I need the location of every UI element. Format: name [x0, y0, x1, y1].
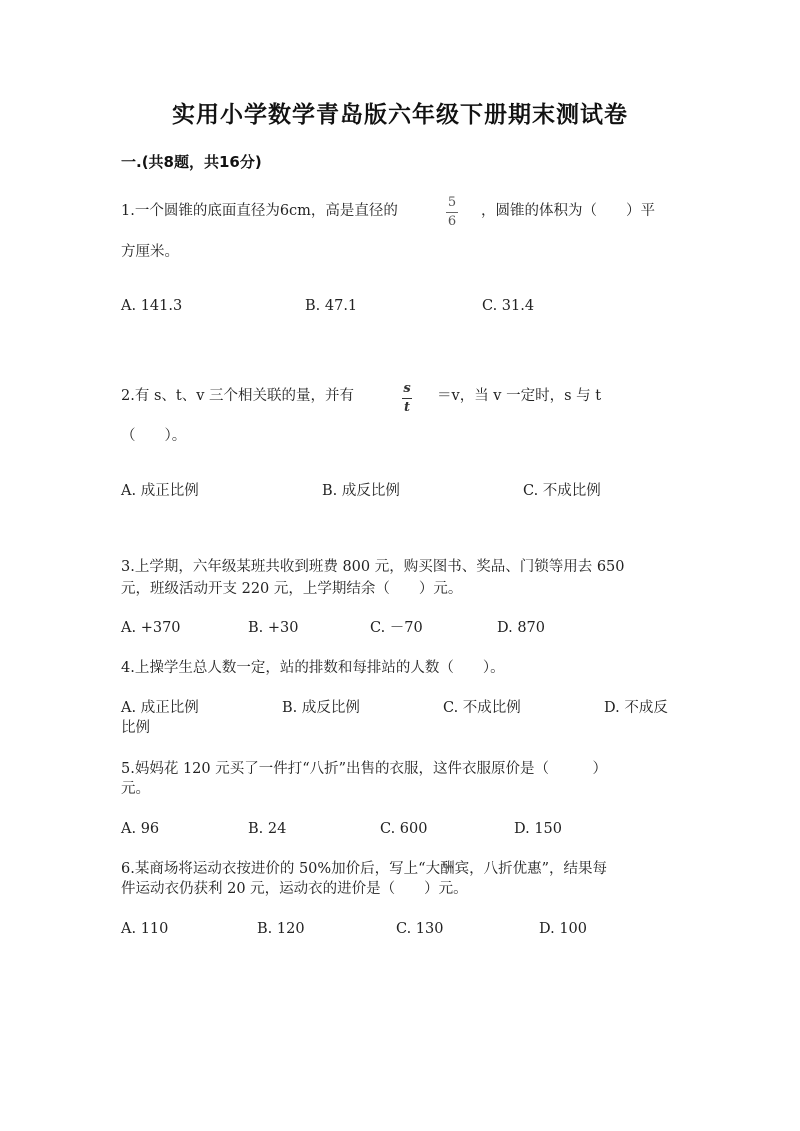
question-1-option-a[interactable]: A. 141.3 — [121, 298, 183, 314]
question-6-text: 6.某商场将运动衣按进价的 50%加价后，写上“大酬宾，八折优惠”，结果每 — [121, 861, 607, 877]
question-5-text-wrap: 元。 — [121, 781, 150, 797]
question-6-option-d[interactable]: D. 100 — [539, 921, 588, 937]
fraction-bar — [402, 398, 412, 399]
question-3-text: 3.上学期，六年级某班共收到班费 800 元，购买图书、奖品、门锁等用去 650 — [121, 559, 625, 575]
page-title: 实用小学数学青岛版六年级下册期末测试卷 — [172, 102, 628, 128]
question-2-fraction — [402, 381, 412, 416]
question-6-option-b[interactable]: B. 120 — [257, 921, 305, 937]
question-4-option-c[interactable]: C. 不成比例 — [443, 700, 521, 716]
question-2-text-wrap: （ ）。 — [121, 428, 187, 444]
question-1-option-b[interactable]: B. 47.1 — [305, 298, 358, 314]
question-1-fraction — [446, 195, 458, 230]
question-2-text: 2.有 s、t、v 三个相关联的量，并有 — [121, 388, 355, 404]
fraction-numerator: 5 — [447, 195, 457, 210]
question-3-option-a[interactable]: A. +370 — [121, 620, 181, 636]
question-3-text-wrap: 元，班级活动开支 220 元，上学期结余（ ）元。 — [121, 581, 463, 597]
question-5-option-a[interactable]: A. 96 — [121, 821, 160, 837]
question-2-option-a[interactable]: A. 成正比例 — [121, 483, 199, 499]
question-2-option-c[interactable]: C. 不成比例 — [523, 483, 601, 499]
question-6-option-c[interactable]: C. 130 — [396, 921, 444, 937]
question-6-option-a[interactable]: A. 110 — [121, 921, 169, 937]
question-2-option-b[interactable]: B. 成反比例 — [322, 483, 400, 499]
question-1-option-c[interactable]: C. 31.4 — [482, 298, 535, 314]
question-4-option-d[interactable]: D. 不成反 — [604, 700, 668, 716]
question-1-text: 1.一个圆锥的底面直径为6cm，高是直径的 — [121, 203, 398, 219]
question-3-option-b[interactable]: B. +30 — [248, 620, 299, 636]
fraction-denominator: t — [403, 400, 410, 415]
question-2-text-cont: ＝v，当 v 一定时，s 与 t — [437, 388, 602, 404]
question-5-text: 5.妈妈花 120 元买了一件打“八折”出售的衣服，这件衣服原价是（ ） — [121, 761, 608, 777]
question-4-option-b[interactable]: B. 成反比例 — [282, 700, 360, 716]
question-4-text: 4.上操学生总人数一定，站的排数和每排站的人数（ ）。 — [121, 660, 505, 676]
question-5-option-c[interactable]: C. 600 — [380, 821, 428, 837]
question-1-text-cont: ，圆锥的体积为（ ）平 — [481, 203, 655, 219]
question-4-option-a[interactable]: A. 成正比例 — [121, 700, 199, 716]
fraction-numerator: s — [403, 381, 411, 396]
question-5-option-d[interactable]: D. 150 — [514, 821, 563, 837]
question-5-option-b[interactable]: B. 24 — [248, 821, 287, 837]
question-3-option-d[interactable]: D. 870 — [497, 620, 546, 636]
question-4-option-d-wrap: 比例 — [121, 720, 150, 736]
question-6-text-wrap: 件运动衣仍获利 20 元，运动衣的进价是（ ）元。 — [121, 881, 468, 897]
question-3-option-c[interactable]: C. －70 — [370, 620, 423, 636]
fraction-bar — [446, 212, 458, 213]
section-heading: 一.(共8题，共16分) — [121, 153, 262, 171]
question-1-text-wrap: 方厘米。 — [121, 244, 179, 260]
fraction-denominator: 6 — [447, 214, 457, 229]
